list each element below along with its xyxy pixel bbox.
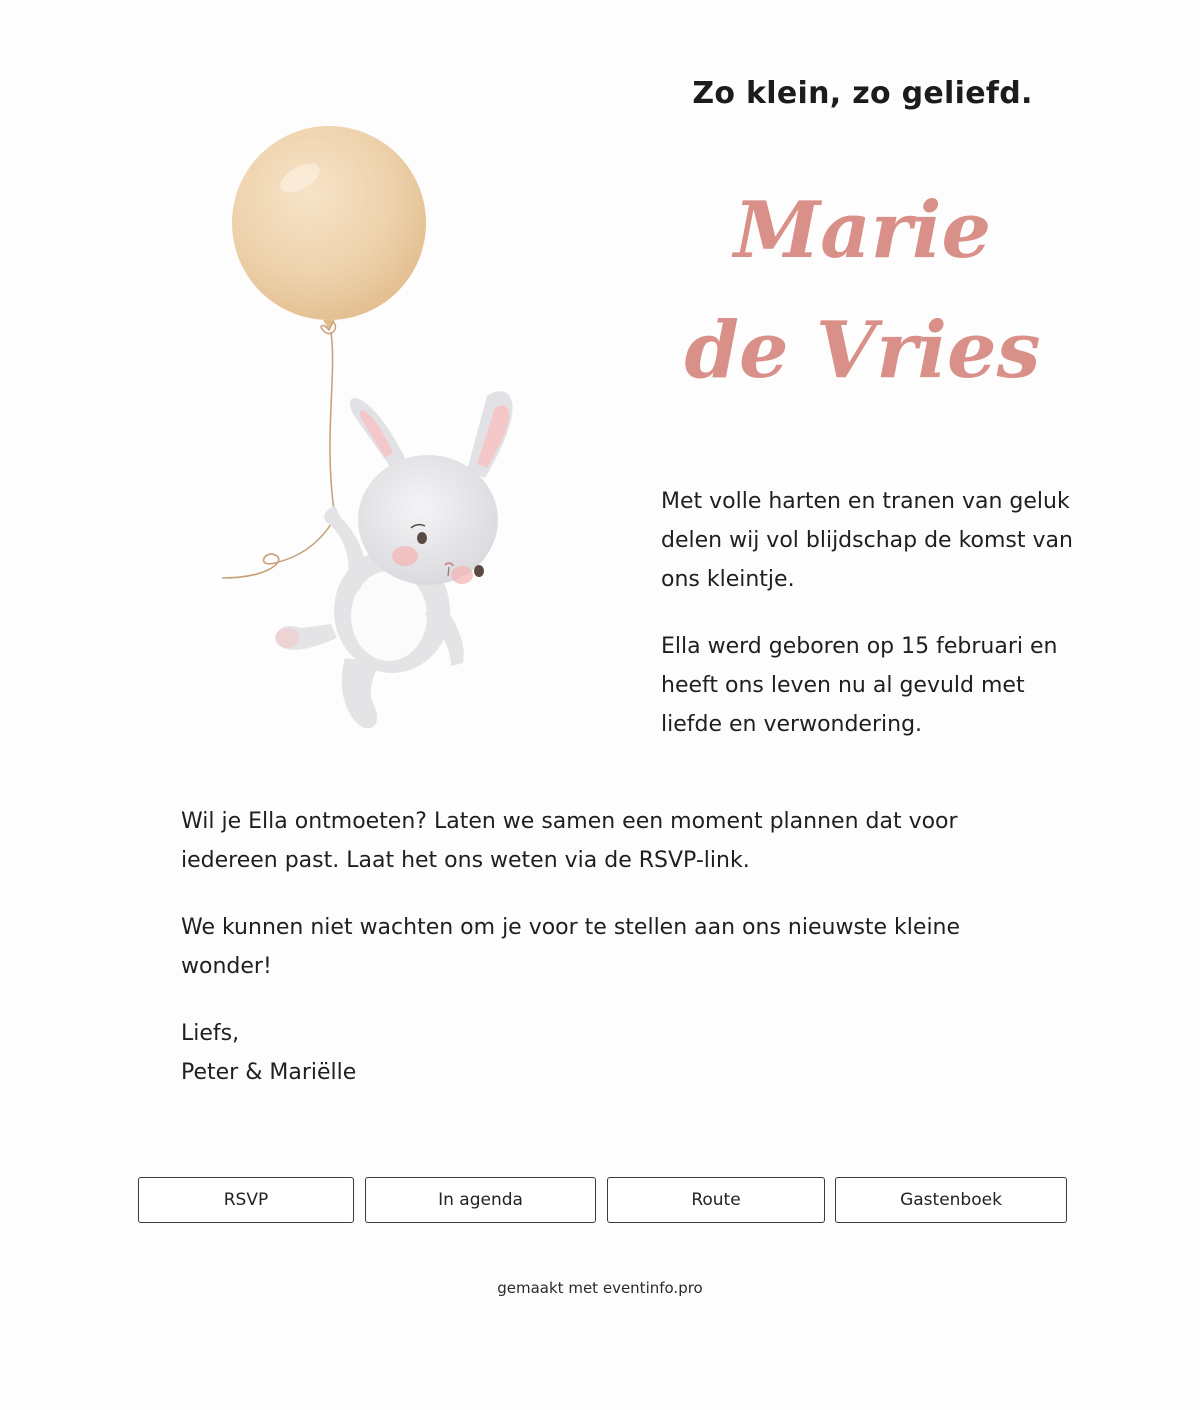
closing: Liefs,: [181, 1021, 240, 1046]
footer-prefix: gemaakt met: [497, 1279, 599, 1297]
footer: [0, 1279, 1200, 1297]
illustration: [205, 118, 550, 743]
intro-paragraph: Ella werd geboren op 15 februari en heeft ons leven nu al gevuld met liefde en verwondering.: [661, 634, 1058, 737]
baby-last-name: de Vries: [684, 305, 1041, 396]
bunny-with-balloon-icon: [205, 118, 550, 743]
message-paragraph: Wil je Ella ontmoeten? Laten we samen een moment plannen dat voor iedereen past. Laat het ons weten via de RSVP-link.: [181, 809, 958, 873]
signature: Peter & Mariëlle: [181, 1060, 357, 1085]
message-paragraph: We kunnen niet wachten om je voor te stellen aan ons nieuwste kleine wonder!: [181, 915, 961, 979]
message-text: [181, 802, 1001, 1092]
rsvp-button[interactable]: RSVP: [138, 1177, 354, 1223]
add-to-calendar-button[interactable]: In agenda: [365, 1177, 596, 1223]
intro-paragraph: Met volle harten en tranen van geluk delen wij vol blijdschap de komst van ons kleintje.: [661, 489, 1073, 592]
footer-link[interactable]: eventinfo.pro: [602, 1279, 703, 1297]
route-button[interactable]: Route: [607, 1177, 825, 1223]
guestbook-button[interactable]: Gastenboek: [835, 1177, 1067, 1223]
tagline: Zo klein, zo geliefd.: [692, 76, 1033, 111]
baby-first-name: Marie: [733, 185, 992, 276]
intro-text: [661, 482, 1081, 772]
